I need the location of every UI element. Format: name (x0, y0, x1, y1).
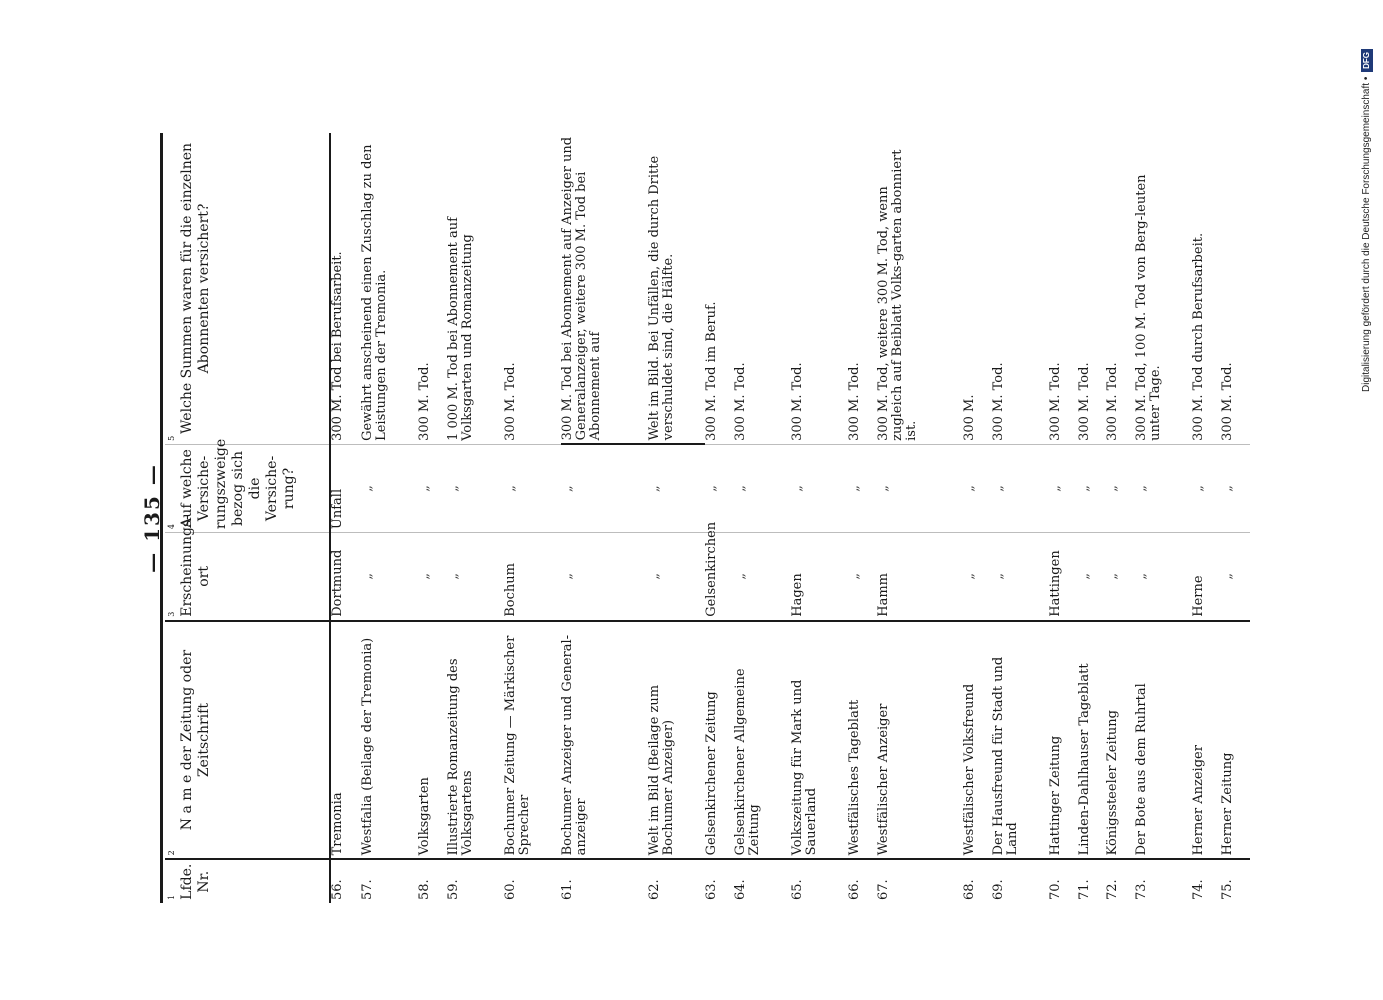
cell-ort: Hamm (877, 533, 963, 621)
cell-name: Der Bote aus dem Ruhrtal (1135, 621, 1192, 860)
table-row (1049, 133, 1078, 903)
cell-nr: 71. (1078, 859, 1107, 903)
cell-nr: 60. (504, 859, 561, 903)
cell-ort: „ (418, 533, 447, 621)
header-erscheinungsort: Erscheinungs-ort (179, 533, 330, 621)
cell-zweig: „ (791, 444, 848, 532)
cell-ort: „ (734, 533, 791, 621)
digitization-credit-text: Digitalisierung gefördert durch die Deutsche Forschungsgemeinschaft • (1361, 76, 1372, 392)
cell-zweig: Unfall (330, 444, 361, 532)
table-row (1106, 133, 1135, 903)
cell-nr: 58. (418, 859, 447, 903)
cell-summe: 300 M. Tod. (1076, 362, 1092, 441)
cell-summe: 300 M. Tod. (789, 362, 805, 441)
cell-zweig: „ (963, 444, 992, 532)
cell-name: Volkszeitung für Mark und Sauerland (791, 621, 848, 860)
cell-nr: 69. (992, 859, 1049, 903)
cell-nr: 73. (1135, 859, 1192, 903)
cell-name: Illustrierte Romanzeitung des Volksgartens (447, 621, 504, 860)
cell-zweig: „ (361, 444, 418, 532)
cell-zweig: „ (992, 444, 1049, 532)
table-row (447, 133, 504, 903)
cell-name: Der Hausfreund für Stadt und Land (992, 621, 1049, 860)
cell-name: Welt im Bild (Beilage zum Bochumer Anzeiger) (648, 621, 705, 860)
cell-zweig: „ (1049, 444, 1078, 532)
table-row (791, 133, 848, 903)
table-row (877, 133, 963, 903)
cell-name: Westfälisches Tageblatt (848, 621, 877, 860)
cell-summe: 300 M. Tod. (1105, 362, 1121, 441)
cell-summe: 300 M. Tod im Beruf. (703, 301, 719, 441)
cell-zweig: „ (1078, 444, 1107, 532)
cell-summe: 300 M. Tod. (417, 362, 433, 441)
cell-zweig: „ (648, 444, 705, 532)
cell-ort: Dortmund (330, 533, 361, 621)
cell-zweig: „ (418, 444, 447, 532)
table-row (963, 133, 992, 903)
cell-zweig: „ (1221, 444, 1250, 532)
cell-summe: 300 M. Tod. (1048, 362, 1064, 441)
cell-ort: „ (1106, 533, 1135, 621)
cell-nr: 62. (648, 859, 705, 903)
cell-name: Herner Zeitung (1221, 621, 1250, 860)
cell-summe: 300 M. Tod bei Abonnement auf Anzeiger und Generalanzeiger, weitere 300 M. Tod bei Abonnement auf (561, 133, 647, 444)
header-versicherungszweig: Auf welche Versiche-rungszweige bezog sich die Versiche-rung? (179, 444, 330, 532)
cell-summe: 300 M. Tod. (847, 362, 863, 441)
cell-summe: 300 M. Tod durch Berufsarbeit. (1191, 232, 1207, 441)
cell-ort: „ (992, 533, 1049, 621)
cell-summe: Welt im Bild. Bei Unfällen, die durch Dritte verschuldet sind, die Hälfte. (648, 133, 705, 444)
cell-name: Königssteeler Zeitung (1106, 621, 1135, 860)
cell-zweig: „ (848, 444, 877, 532)
cell-ort: Herne (1192, 533, 1221, 621)
cell-ort: „ (1078, 533, 1107, 621)
cell-zweig: „ (877, 444, 963, 532)
cell-name: Herner Anzeiger (1192, 621, 1221, 860)
cell-name: Gelsenkirchener Zeitung (705, 621, 734, 860)
table-row (734, 133, 791, 903)
cell-ort: Bochum (504, 533, 561, 621)
cell-ort: Hattingen (1049, 533, 1078, 621)
cell-summe: 300 M. Tod. (1220, 362, 1236, 441)
table-row (648, 133, 705, 903)
cell-nr: 74. (1192, 859, 1221, 903)
column-number: 3 (165, 533, 179, 621)
cell-name: Westfälischer Volksfreund (963, 621, 992, 860)
cell-ort: „ (963, 533, 992, 621)
table-row (504, 133, 561, 903)
cell-name: Bochumer Anzeiger und General-anzeiger (561, 621, 647, 860)
cell-ort: „ (1221, 533, 1250, 621)
cell-nr: 64. (734, 859, 791, 903)
page-number: — 135 — (140, 463, 164, 573)
cell-nr: 67. (877, 859, 963, 903)
column-number: 1 (165, 859, 179, 903)
cell-summe: 300 M. Tod bei Berufsarbeit. (330, 251, 345, 441)
cell-ort: Hagen (791, 533, 848, 621)
cell-zweig: „ (1106, 444, 1135, 532)
cell-summe: 300 M. Tod. (732, 362, 748, 441)
cell-zweig: „ (1192, 444, 1221, 532)
table-row (848, 133, 877, 903)
cell-ort: „ (561, 533, 647, 621)
cell-zweig: „ (734, 444, 791, 532)
header-name: N a m e der Zeitung oder Zeitschrift (179, 621, 330, 860)
cell-zweig: „ (447, 444, 504, 532)
cell-ort: „ (361, 533, 418, 621)
cell-ort: „ (447, 533, 504, 621)
table-row (705, 133, 734, 903)
cell-summe: 300 M. (962, 394, 977, 441)
cell-summe: Gewährt anscheinend einen Zuschlag zu den Leistungen der Tremonia. (359, 144, 389, 441)
cell-ort: „ (648, 533, 705, 621)
table-row (330, 133, 361, 903)
scanned-page (140, 133, 1240, 903)
newspaper-insurance-table (160, 133, 1250, 903)
cell-name: Westfalia (Beilage der Tremonia) (361, 621, 418, 860)
cell-name: Volksgarten (418, 621, 447, 860)
cell-ort: Gelsenkirchen (705, 533, 734, 621)
table-row (1221, 133, 1250, 903)
header-row (179, 133, 330, 903)
cell-nr: 56. (330, 859, 361, 903)
cell-zweig: „ (1135, 444, 1192, 532)
cell-name: Tremonia (330, 621, 361, 860)
cell-nr: 61. (561, 859, 647, 903)
table-row (1135, 133, 1192, 903)
cell-nr: 65. (791, 859, 848, 903)
cell-name: Westfälischer Anzeiger (877, 621, 963, 860)
header-lfde-nr: Lfde. Nr. (179, 859, 330, 903)
digitization-credit (1357, 0, 1377, 392)
table-row (561, 133, 647, 903)
column-number-row (165, 133, 179, 903)
cell-zweig: „ (705, 444, 734, 532)
cell-ort: „ (848, 533, 877, 621)
column-number: 5 (167, 435, 176, 441)
cell-nr: 63. (705, 859, 734, 903)
cell-summe: 300 M. Tod. (990, 362, 1006, 441)
cell-ort: „ (1135, 533, 1192, 621)
table-row (1192, 133, 1221, 903)
cell-summe: 1 000 M. Tod bei Abonnement auf Volksgarten und Romanzeitung (445, 217, 475, 441)
cell-nr: 72. (1106, 859, 1135, 903)
cell-summe: 300 M. Tod, weitere 300 M. Tod, wenn zugleich auf Beiblatt Volks-garten abonniert ist. (875, 149, 919, 441)
cell-summe: 300 M. Tod. (503, 362, 519, 441)
column-number: 4 (165, 444, 179, 532)
cell-zweig: „ (561, 444, 647, 532)
table-row (1078, 133, 1107, 903)
cell-nr: 57. (361, 859, 418, 903)
cell-summe: 300 M. Tod, 100 M. Tod von Berg-leuten unter Tage. (1134, 174, 1164, 441)
cell-nr: 59. (447, 859, 504, 903)
dfg-logo: DFG (1361, 49, 1373, 72)
cell-name: Hattinger Zeitung (1049, 621, 1078, 860)
cell-nr: 75. (1221, 859, 1250, 903)
cell-name: Bochumer Zeitung — Märkischer Sprecher (504, 621, 561, 860)
header-summen: Welche Summen waren für die einzelnen Abonnenten versichert? (179, 133, 330, 444)
table-row (418, 133, 447, 903)
table-row (361, 133, 418, 903)
cell-nr: 68. (963, 859, 992, 903)
cell-nr: 66. (848, 859, 877, 903)
column-number: 2 (165, 621, 179, 860)
cell-nr: 70. (1049, 859, 1078, 903)
cell-name: Gelsenkirchener Allgemeine Zeitung (734, 621, 791, 860)
cell-zweig: „ (504, 444, 561, 532)
table-row (992, 133, 1049, 903)
cell-name: Linden-Dahlhauser Tageblatt (1078, 621, 1107, 860)
